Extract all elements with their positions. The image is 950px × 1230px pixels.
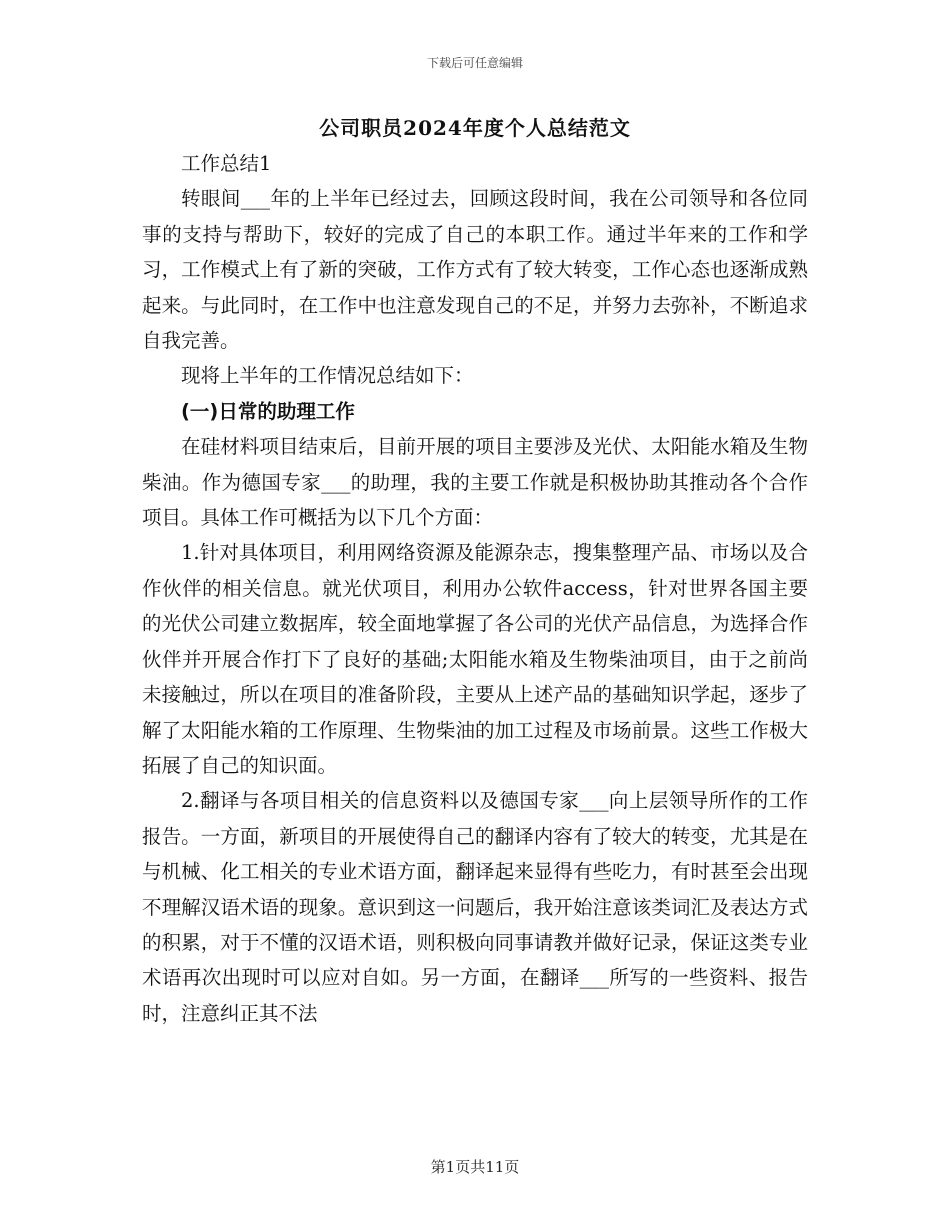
page-header: 下载后可任意编辑 [426,56,523,70]
body-paragraph: 2.翻译与各项目相关的信息资料以及德国专家___向上层领导所作的工作报告。一方面，新项目的开展使得自己的翻译内容有了较大的转变，尤其是在与机械、化工相关的专业术语方面，翻译起来显得有些吃力，有时甚至会出现不理解汉语术语的现象。意识到这一问题后，我开始注意该类词汇及表达方式的积累，对于不懂的汉语术语，则积极向同事请教并做好记录，保证这类专业术语再次出现时可以应对自如。另一方面，在翻译___所写的一些资料、报告时，注意纠正其不法 [142,789,808,1025]
body-paragraph: 在硅材料项目结束后，目前开展的项目主要涉及光伏、太阳能水箱及生物柴油。作为德国专家___的助理，我的主要工作就是积极协助其推动各个合作项目。具体工作可概括为以下几个方面： [142,435,808,530]
document-body [142,146,808,1031]
page-number: 第1页共11页 [430,1158,520,1176]
body-paragraph: 1.针对具体项目，利用网络资源及能源杂志，搜集整理产品、市场以及合作伙伴的相关信息。就光伏项目，利用办公软件access，针对世界各国主要的光伏公司建立数据库，较全面地掌握了各公司的光伏产品信息，为选择合作伙伴并开展合作打下了良好的基础;太阳能水箱及生物柴油项目，由于之前尚未接触过，所以在项目的准备阶段，主要从上述产品的基础知识学起，逐步了解了太阳能水箱的工作原理、生物柴油的加工过程及市场前景。这些工作极大拓展了自己的知识面。 [142,541,808,777]
document-title: 公司职员2024年度个人总结范文 [319,116,631,140]
body-paragraph: 转眼间___年的上半年已经过去，回顾这段时间，我在公司领导和各位同事的支持与帮助下，较好的完成了自己的本职工作。通过半年来的工作和学习，工作模式上有了新的突破，工作方式有了较大转变，工作心态也逐渐成熟起来。与此同时，在工作中也注意发现自己的不足，并努力去弥补，不断追求自我完善。 [142,187,808,353]
body-paragraph: 现将上半年的工作情况总结如下： [181,364,474,388]
section-label: 工作总结1 [181,152,272,175]
section-heading: (一)日常的助理工作 [181,399,355,423]
